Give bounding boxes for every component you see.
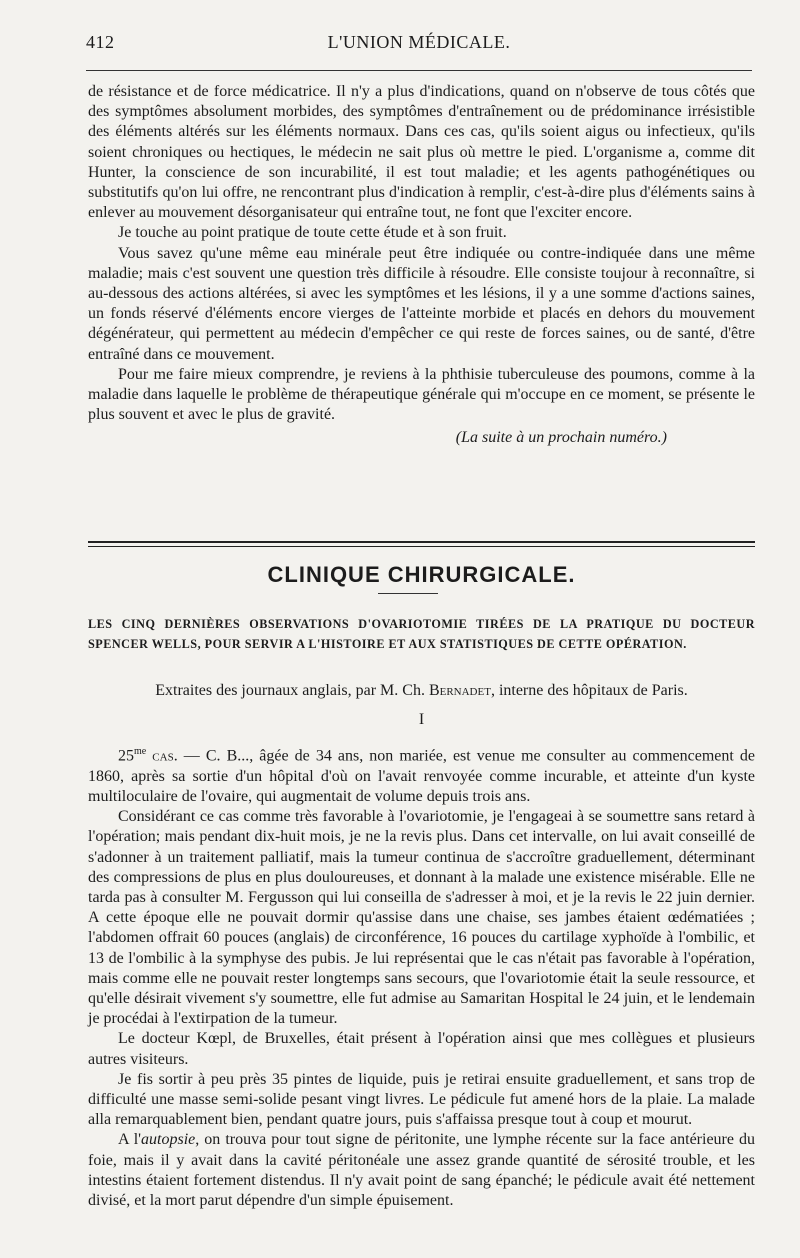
case-paragraph-1 [88,742,755,807]
case-number-suffix: me [134,746,147,758]
article-byline [88,682,755,700]
case-paragraph-2: Considérant ce cas comme très favorable à l'ovariotomie, je l'engageai à se soumettre sans retard à l'opération; mais pendant dix-huit mois, je ne la revis plus. Dans cet intervalle, on lui avait conseillé de s'adonner à un traitement palliatif, mais la tumeur continua de s'accroître graduellement, déterminant des compressions de plus en plus douloureuses, et donnant à la malade une existence misérable. Elle ne tarda pas à consulter M. Fergusson qui lui conseilla de s'adresser à moi, et je la revis le 22 juin dernier. A cette époque elle ne pouvait dormir qu'assise dans une chaise, ses jambes étaient œdématiées ; l'abdomen offrait 60 pouces (anglais) de circonférence, 16 pouces du cartilage xyphoïde à l'ombilic, et 13 de l'ombilic à la symphyse des pubis. Je lui représentai que le cas n'était pas favorable à l'opération, mais comme elle ne pouvait rester longtemps sans secours, que l'ovariotomie était la seule ressource, et qu'elle désirait vivement s'y soumettre, elle fut admise au Samaritan Hospital le 24 juin, et le lendemain je procédai à l'extirpation de la tumeur. [88,808,755,1028]
section-divider [88,541,755,547]
title-rule [378,593,438,594]
p5-text: , on trouva pour tout signe de péritonite, une lymphe récente sur la face antérieure du foie, mais il y avait dans la cavité péritonéale une assez grande quantité de sérosité trouble, et les intestins étaient fortement distendus. Il n'y avait point de sang épanché; le pédicule avait été nettement divisé, et la mort parut dépendre d'un simple épuisement. [88,1131,756,1209]
case-paragraph-1-text: — C. B..., âgée de 34 ans, non mariée, est venue me consulter au commencement de 1860, après sa sortie d'un hôpital d'où on l'avait renvoyée comme incurable, et atteinte d'un kyste multiloculaire de l'ovaire, qui augmentait de volume depuis trois ans. [88,747,756,805]
section-title: CLINIQUE CHIRURGICALE. [267,562,576,587]
case-paragraph-4: Je fis sortir à peu près 35 pintes de liquide, puis je retirai ensuite graduellement, et sans trop de difficulté une masse semi-solide pesant vingt livres. Le pédicule fut amené hors de la plaie. La malade alla remarquablement bien, pendant quatre jours, puis s'affaissa presque tout à coup et mourut. [88,1070,755,1129]
page-number: 412 [86,32,115,52]
byline-text-pre: Extraites des journaux anglais, par M. Ch. [155,682,429,699]
byline-text-post: , interne des hôpitaux de Paris. [490,682,688,699]
intro-paragraph-4: Pour me faire mieux comprendre, je reviens à la phthisie tuberculeuse des poumons, comme à la maladie dans laquelle le problème de thérapeutique générale qui m'occupe en ce moment, se présente le plus souvent et avec le plus de gravité. [88,365,755,424]
intro-paragraph-3: Vous savez qu'une même eau minérale peut être indiquée ou contre-indiquée dans une même maladie; mais c'est souvent une question très difficile à résoudre. Elle consiste toujour à reconnaître, si au-dessous des actions altérées, si avec les symptômes et les lésions, il y a une somme d'actions saines, un fonds réservé d'éléments encore vierges de l'atteinte morbide et placés en dehors du mouvement dégénérateur, qui permettent au médecin d'empêcher ce qui reste de forces saines, ou de santé, d'être entraîné dans ce mouvement. [88,244,755,363]
intro-paragraph-1: de résistance et de force médicatrice. Il n'y a plus d'indications, quand on n'observe de tous côtés que des symptômes absolument morbides, des symptômes d'entraînement ou de prédominance irrésistible des éléments altérés sur les éléments normaux. Dans ces cas, qu'ils soient aigus ou infectieux, qu'ils soient chroniques ou hectiques, le médecin ne sait plus où mettre le pied. L'organisme a, comme dit Hunter, la conscience de son incurabilité, il est tout maladie; et les agents pathogénétiques ou substitutifs qu'on lui offre, ne rencontrant plus d'indication à remplir, c'est-à-dire plus d'éléments sains à enlever au mouvement désorganisateur qui entraîne tout, ne font que l'exciter encore. [88,83,755,222]
header-rule [86,70,752,71]
intro-text [88,82,755,449]
journal-title: L'UNION MÉDICALE. [327,32,511,52]
case-number: 25 [118,747,134,765]
running-header [86,32,752,62]
p5-prefix: A l' [118,1131,142,1149]
author-name: Bernadet [428,682,491,699]
continuation-note: (La suite à un prochain numéro.) [455,429,667,447]
autopsy-term: autopsie [141,1131,196,1149]
case-paragraph-3: Le docteur Kœpl, de Bruxelles, était présent à l'opération ainsi que mes collègues et plusieurs autres visiteurs. [88,1030,755,1068]
section-numeral: I [418,711,425,728]
article-heading: LES CINQ DERNIÈRES OBSERVATIONS D'OVARIOTOMIE TIRÉES DE LA PRATIQUE DU DOCTEUR SPENCER WELLS, POUR SERVIR A L'HISTOIRE ET AUX STATISTIQUES DE CETTE OPÉRATION. [88,617,755,651]
article-body [88,710,755,1211]
intro-paragraph-2: Je touche au point pratique de toute cette étude et à son fruit. [118,224,507,242]
case-paragraph-5 [88,1130,755,1211]
case-label: cas. [152,747,178,765]
